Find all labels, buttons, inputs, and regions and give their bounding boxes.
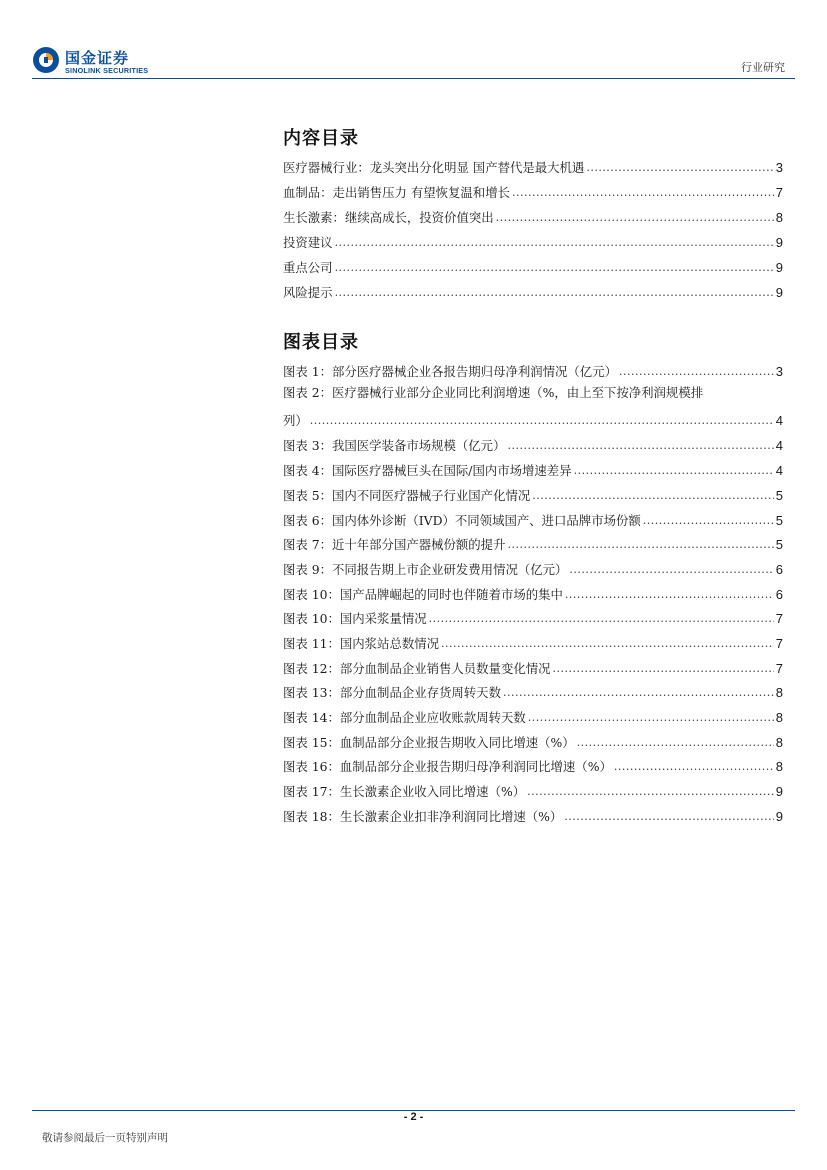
- figure-entry-page: 7: [775, 636, 783, 651]
- leader-dots: [507, 438, 773, 454]
- figure-entry-label: 图表 7：近十年部分国产器械份额的提升: [283, 537, 506, 552]
- figure-entry-page: 4: [775, 463, 783, 478]
- figure-entry-label: 图表 17：生长激素企业收入同比增速（%）: [283, 784, 526, 799]
- figure-entry[interactable]: [283, 731, 783, 751]
- figure-entry-page: 9: [775, 809, 783, 824]
- company-logo: [32, 46, 162, 78]
- leader-dots: [335, 285, 774, 301]
- figure-entry[interactable]: [283, 632, 783, 652]
- leader-dots: [503, 685, 774, 701]
- figure-entry-page: 8: [775, 735, 783, 750]
- toc-entry[interactable]: [283, 231, 783, 251]
- page-header: [0, 0, 827, 82]
- figure-entry[interactable]: [283, 780, 783, 800]
- leader-dots: [528, 710, 774, 726]
- disclaimer-note: 敬请参阅最后一页特别声明: [42, 1132, 168, 1144]
- figure-entry[interactable]: [283, 484, 783, 504]
- figure-entry-page: 6: [775, 587, 783, 602]
- leader-dots: [577, 735, 774, 751]
- leader-dots: [565, 587, 774, 603]
- toc-entry[interactable]: [283, 206, 783, 226]
- toc-entry-page: 3: [775, 160, 783, 175]
- figure-entry-label: 图表 14：部分血制品企业应收账款周转天数: [283, 710, 526, 725]
- figure-entry[interactable]: [283, 607, 783, 627]
- figure-entry[interactable]: [283, 509, 783, 529]
- report-category: 行业研究: [741, 61, 785, 74]
- figure-entry-label-continued: 列）: [283, 413, 308, 428]
- figure-entry-label: 图表 10：国产品牌崛起的同时也伴随着市场的集中: [283, 587, 563, 602]
- toc-entry-page: 9: [775, 235, 783, 250]
- figure-entry[interactable]: [283, 459, 783, 479]
- figure-entry-label: 图表 6：国内体外诊断（IVD）不同领域国产、进口品牌市场份额: [283, 513, 641, 528]
- leader-dots: [553, 661, 774, 677]
- leader-dots: [586, 160, 773, 176]
- figure-entry-label: 图表 3：我国医学装备市场规模（亿元）: [283, 438, 506, 453]
- figure-entry-first-line[interactable]: 图表 2：医疗器械行业部分企业同比利润增速（%，由上至下按净利润规模排: [283, 385, 704, 400]
- leader-dots: [614, 759, 774, 775]
- figure-entry[interactable]: [283, 755, 783, 775]
- figure-entry-label: 图表 11：国内浆站总数情况: [283, 636, 440, 651]
- toc-entry-label: 血制品：走出销售压力 有望恢复温和增长: [283, 185, 510, 200]
- figure-entry-label: 图表 10：国内采浆量情况: [283, 611, 427, 626]
- toc-entry-page: 7: [775, 185, 783, 200]
- toc-entry-page: 8: [775, 210, 783, 225]
- figure-entry[interactable]: [283, 681, 783, 701]
- toc-entry-label: 重点公司: [283, 260, 333, 275]
- toc-entry[interactable]: [283, 156, 783, 176]
- contents-title: 内容目录: [283, 128, 359, 149]
- leader-dots: [574, 463, 774, 479]
- figure-entry[interactable]: [283, 360, 783, 380]
- leader-dots: [507, 537, 773, 553]
- toc-entry[interactable]: [283, 181, 783, 201]
- figure-entry-page: 7: [775, 611, 783, 626]
- toc-entry-label: 风险提示: [283, 285, 333, 300]
- page-number: - 2 -: [403, 1111, 424, 1123]
- figure-entry-label: 图表 15：血制品部分企业报告期收入同比增速（%）: [283, 735, 575, 750]
- figure-entry-page: 5: [775, 488, 783, 503]
- figure-entry[interactable]: [283, 706, 783, 726]
- figure-entry-page: 3: [775, 364, 783, 379]
- figure-entry-page: 4: [775, 438, 783, 453]
- leader-dots: [569, 562, 773, 578]
- figure-entry-label: 图表 1：部分医疗器械企业各报告期归母净利润情况（亿元）: [283, 364, 617, 379]
- logo-chinese-name: 国金证券: [65, 49, 130, 67]
- leader-dots: [619, 364, 774, 380]
- toc-entry-label: 医疗器械行业：龙头突出分化明显 国产替代是最大机遇: [283, 160, 585, 175]
- leader-dots: [532, 488, 774, 504]
- toc-entry-label: 生长激素：继续高成长，投资价值突出: [283, 210, 494, 225]
- leader-dots: [335, 235, 774, 251]
- figure-entry-page: 9: [775, 784, 783, 799]
- figure-entry-page: 4: [775, 413, 783, 428]
- header-divider: [32, 78, 795, 79]
- figure-entry-page: 8: [775, 685, 783, 700]
- toc-entry-label: 投资建议: [283, 235, 333, 250]
- leader-dots: [496, 210, 774, 226]
- figure-entry[interactable]: [283, 558, 783, 578]
- toc-entry[interactable]: [283, 256, 783, 276]
- figure-entry-page: 6: [775, 562, 783, 577]
- figure-entry-page: 8: [775, 710, 783, 725]
- figure-entry[interactable]: [283, 657, 783, 677]
- figure-entry[interactable]: [283, 409, 783, 429]
- leader-dots: [527, 784, 774, 800]
- figures-title: 图表目录: [283, 332, 359, 353]
- figure-entry-page: 8: [775, 759, 783, 774]
- leader-dots: [310, 413, 774, 429]
- figure-entry-page: 7: [775, 661, 783, 676]
- toc-entry[interactable]: [283, 281, 783, 301]
- leader-dots: [429, 611, 774, 627]
- sinolink-logo-icon: [32, 46, 60, 74]
- figure-entry-label: 图表 12：部分血制品企业销售人员数量变化情况: [283, 661, 551, 676]
- toc-entry-page: 9: [775, 285, 783, 300]
- figure-entry-label: 图表 4：国际医疗器械巨头在国际/国内市场增速差异: [283, 463, 572, 478]
- figure-entry-label: 图表 18：生长激素企业扣非净利润同比增速（%）: [283, 809, 563, 824]
- figure-entry-label: 图表 13：部分血制品企业存货周转天数: [283, 685, 501, 700]
- figure-entry-label: 图表 16：血制品部分企业报告期归母净利润同比增速（%）: [283, 759, 612, 774]
- leader-dots: [441, 636, 774, 652]
- toc-entry-page: 9: [775, 260, 783, 275]
- leader-dots: [512, 185, 774, 201]
- logo-english-name: SINOLINK SECURITIES: [65, 66, 149, 75]
- figure-entry[interactable]: [283, 583, 783, 603]
- figure-entry-page: 5: [775, 537, 783, 552]
- figure-entry-label: 图表 5：国内不同医疗器械子行业国产化情况: [283, 488, 531, 503]
- figure-entry[interactable]: [283, 434, 783, 454]
- figure-entry[interactable]: [283, 533, 783, 553]
- leader-dots: [335, 260, 774, 276]
- figure-entry[interactable]: [283, 805, 783, 825]
- figure-entry-label: 图表 9：不同报告期上市企业研发费用情况（亿元）: [283, 562, 568, 577]
- leader-dots: [643, 513, 774, 529]
- figure-entry-page: 5: [775, 513, 783, 528]
- leader-dots: [564, 809, 773, 825]
